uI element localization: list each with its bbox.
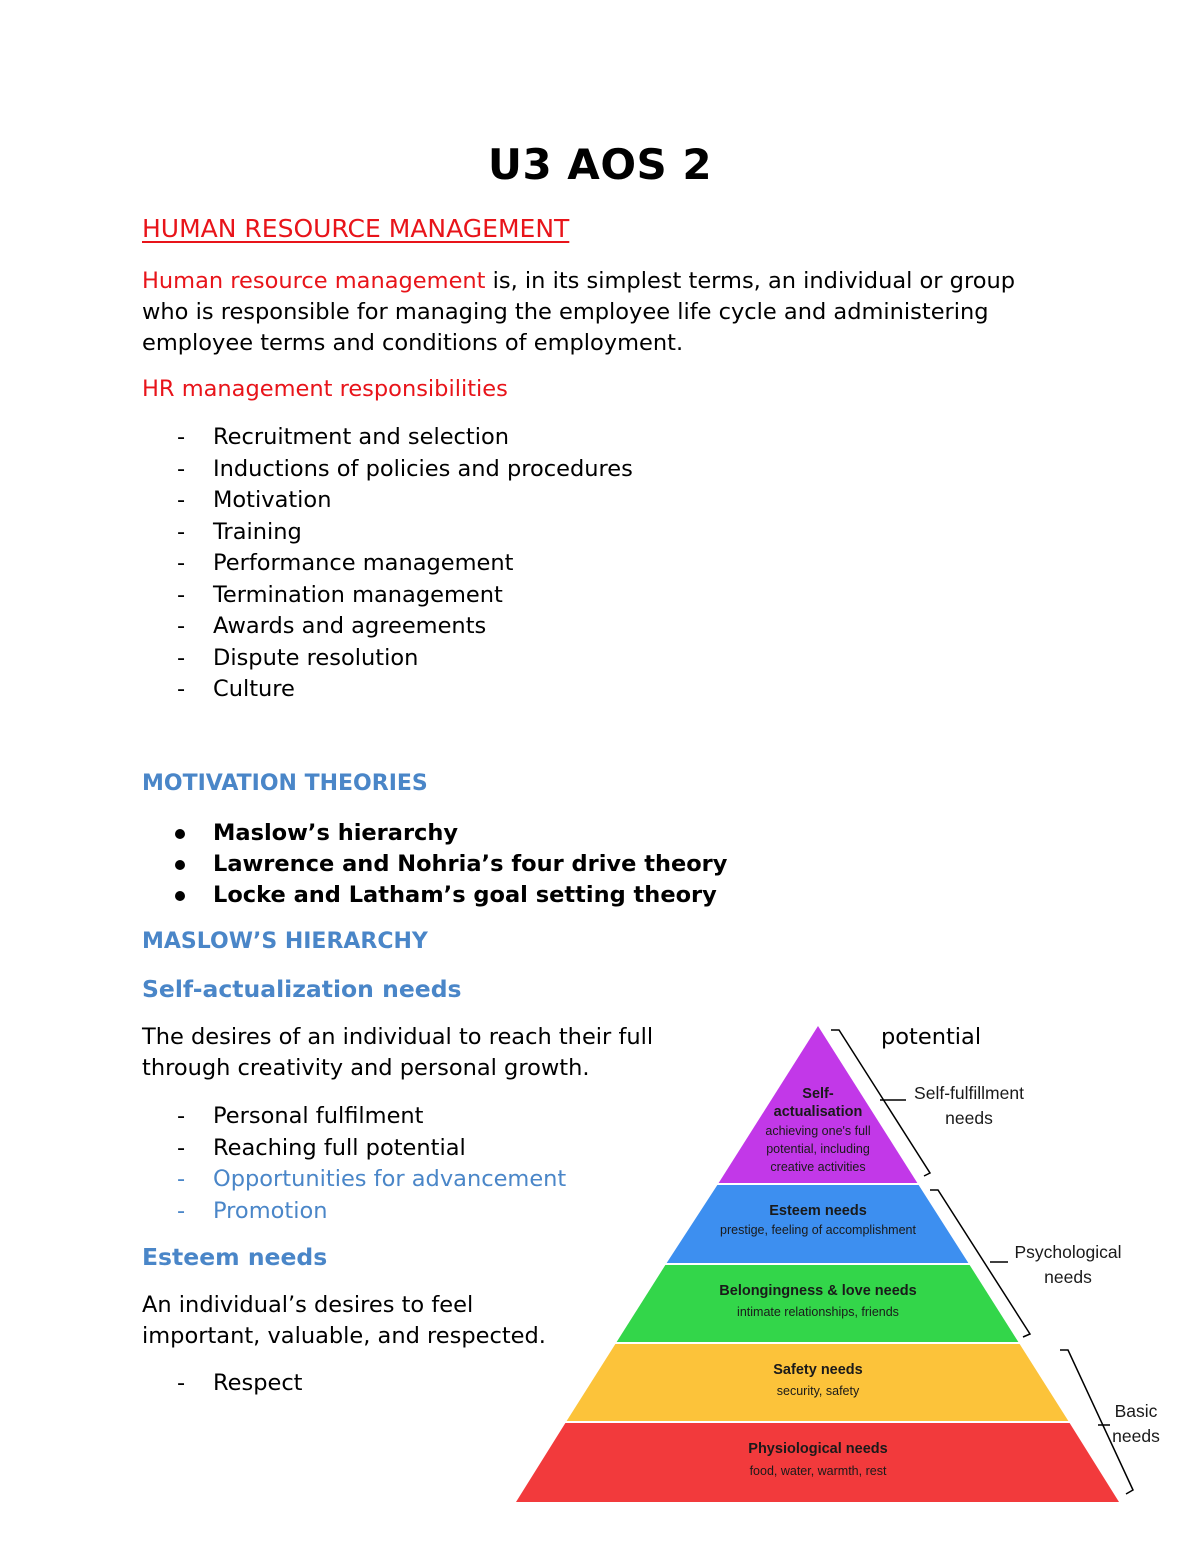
- hrm-definition-term: Human resource management: [142, 268, 486, 294]
- level-title: Belongingness & love needs: [719, 1283, 917, 1299]
- level-title: Safety needs: [773, 1362, 863, 1378]
- list-item: - Reaching full potential: [177, 1134, 466, 1161]
- esteem-heading: Esteem needs: [142, 1243, 328, 1271]
- level-desc: intimate relationships, friends: [737, 1305, 899, 1319]
- list-item: - Dispute resolution: [177, 644, 419, 671]
- esteem-desc-line2: important, valuable, and respected.: [142, 1323, 546, 1349]
- group-label: needs: [1044, 1267, 1092, 1287]
- list-item: - Recruitment and selection: [177, 424, 510, 450]
- level-desc: security, safety: [776, 1384, 860, 1398]
- pyramid-level-safety: [566, 1343, 1069, 1422]
- list-item: - Performance management: [177, 550, 514, 576]
- list-item: Lawrence and Nohria’s four drive theory: [142, 849, 727, 880]
- level-desc: prestige, feeling of accomplishment: [720, 1223, 916, 1237]
- level-desc: creative activities: [770, 1160, 866, 1174]
- pyramid-level-belonging: [616, 1264, 1019, 1343]
- group-label: Basic: [1114, 1401, 1158, 1421]
- list-item: Locke and Latham’s goal setting theory: [142, 880, 727, 911]
- self-actualization-heading: Self-actualization needs: [142, 975, 462, 1003]
- page-title: U3 AOS 2: [487, 140, 713, 189]
- maslow-heading: MASLOW’S HIERARCHY: [142, 929, 428, 954]
- self-actualization-desc-line2: through creativity and personal growth.: [142, 1055, 590, 1081]
- hrm-definition-rest: is, in its simplest terms, an individual or group: [485, 268, 1016, 294]
- list-item: - Inductions of policies and procedures: [177, 455, 633, 482]
- level-title: Self-: [802, 1086, 834, 1102]
- self-actualization-desc-line1: The desires of an individual to reach their full: [142, 1024, 654, 1050]
- level-title: actualisation: [773, 1104, 863, 1120]
- group-label: Self-fulfillment: [914, 1083, 1024, 1103]
- hr-responsibilities-heading: HR management responsibilities: [142, 376, 508, 402]
- list-item: Maslow’s hierarchy: [142, 818, 727, 849]
- group-label: needs: [945, 1108, 993, 1128]
- self-actualization-desc-tail: potential: [881, 1024, 982, 1050]
- list-item: - Culture: [177, 676, 295, 702]
- list-item: - Training: [177, 518, 302, 545]
- list-item: - Awards and agreements: [177, 613, 487, 639]
- level-title: Esteem needs: [769, 1203, 867, 1219]
- level-title: Physiological needs: [748, 1441, 888, 1457]
- level-desc: food, water, warmth, rest: [749, 1464, 887, 1478]
- pyramid-level-physiological: [516, 1422, 1119, 1502]
- group-label: needs: [1112, 1426, 1160, 1446]
- list-item: - Personal fulfilment: [177, 1103, 424, 1129]
- level-desc: achieving one's full: [765, 1124, 871, 1138]
- hrm-definition-line3: employee terms and conditions of employment.: [142, 330, 684, 356]
- list-item: - Termination management: [177, 581, 503, 608]
- list-item: - Promotion: [177, 1197, 328, 1224]
- level-desc: potential, including: [766, 1142, 870, 1156]
- motivation-heading: MOTIVATION THEORIES: [142, 771, 428, 796]
- list-item: - Motivation: [177, 487, 332, 513]
- list-item: - Respect: [177, 1370, 303, 1396]
- hrm-definition-line2: who is responsible for managing the employee life cycle and administering: [142, 299, 989, 325]
- hrm-heading: HUMAN RESOURCE MANAGEMENT: [142, 214, 570, 243]
- esteem-desc-line1: An individual’s desires to feel: [142, 1292, 474, 1318]
- group-label: Psychological: [1014, 1242, 1122, 1262]
- list-item: - Opportunities for advancement: [177, 1166, 567, 1192]
